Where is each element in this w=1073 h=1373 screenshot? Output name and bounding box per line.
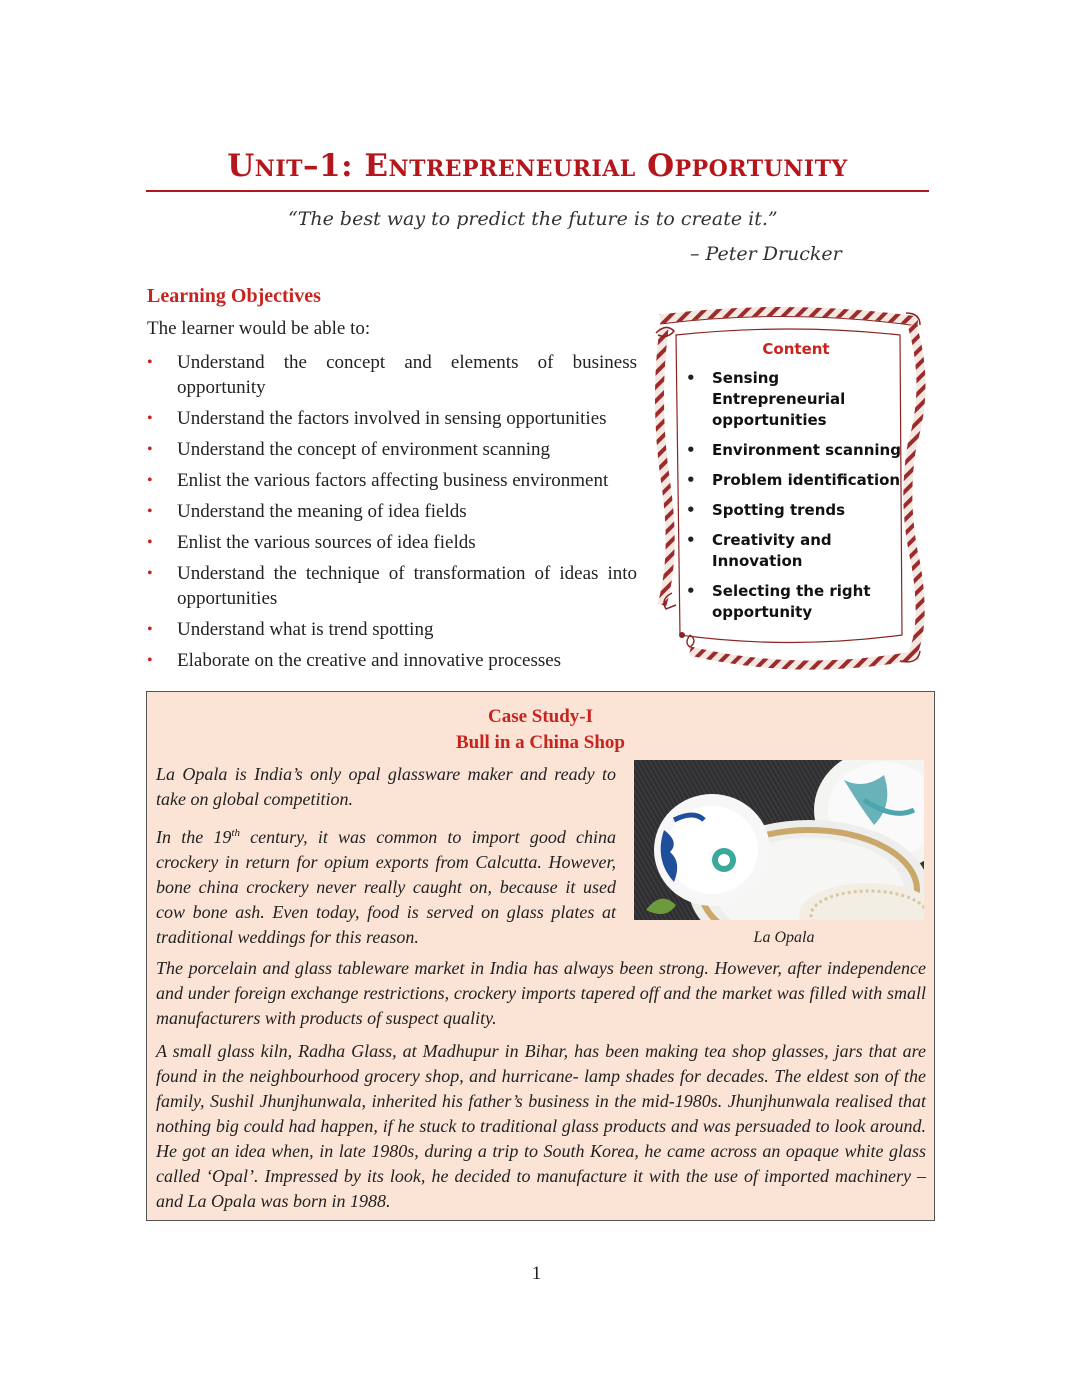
quote-text: “The best way to predict the future is to create it.” xyxy=(288,208,778,230)
content-box xyxy=(686,340,906,632)
photo-caption: La Opala xyxy=(753,929,815,946)
page-number: 1 xyxy=(531,1263,542,1284)
case-study-heading xyxy=(146,704,935,756)
case-paragraph: La Opala is India’s only opal glassware maker and ready to take on global competition. xyxy=(156,764,616,809)
title-underline xyxy=(146,190,929,192)
case-paragraph xyxy=(156,821,616,950)
content-item: • Spotting trends xyxy=(686,500,906,521)
objective-item: • Understand the meaning of idea fields xyxy=(147,499,637,524)
objective-item: • Enlist the various sources of idea fields xyxy=(147,530,637,555)
objective-item: • Elaborate on the creative and innovative processes xyxy=(147,648,637,673)
content-list xyxy=(686,368,906,623)
content-item: • Selecting the right opportunity xyxy=(686,581,906,623)
learning-objectives-heading: Learning Objectives xyxy=(147,285,321,307)
page-title: Unit–1: Entrepreneurial Opportunity xyxy=(227,148,848,184)
case-study-title: Bull in a China Shop xyxy=(456,732,625,753)
content-item: • Creativity and Innovation xyxy=(686,530,906,572)
case-study-label: Case Study-I xyxy=(487,706,594,727)
case-paragraph-part: In the 19 xyxy=(156,827,232,847)
case-paragraph: The porcelain and glass tableware market in India has always been strong. However, after independence and under foreign exchange restrictions, crockery imports tapered off and the market was filled with small manufacturers with products of suspect quality. xyxy=(156,958,926,1028)
content-item: • Sensing Entrepreneurial opportunities xyxy=(686,368,906,431)
case-paragraph: A small glass kiln, Radha Glass, at Madhupur in Bihar, has been making tea shop glasses, jars that are found in the neighbourhood grocery shop, and hurricane- lamp shades for decades. The eldest son of the family, Sushil Jhunjhunwala, inherited his father’s business in the mid-1980s. Jhunjhunwala realised that nothing big could had happen, if he stuck to traditional glass products and was persuaded to look around. He got an idea when, in late 1980s, during a trip to South Korea, he came across an opaque white glass called ‘Opal’. Impressed by its look, he decided to manufacture it with the use of imported machinery – and La Opala was born in 1988. xyxy=(156,1041,926,1211)
content-item: • Environment scanning xyxy=(686,440,906,461)
objective-item: • Enlist the various factors affecting business environment xyxy=(147,468,637,493)
plates-photo xyxy=(634,760,924,920)
case-paragraph-part: century, it was common to import good china crockery in return for opium exports from Calcutta. However, bone china crockery never really caught on, because it used cow bone ash. Even today, food is served on glass plates at traditional weddings for this reason. xyxy=(156,827,617,947)
objective-item: • Understand the technique of transformation of ideas into opportunities xyxy=(147,561,637,611)
objective-item: • Understand the concept of environment scanning xyxy=(147,437,637,462)
superscript: th xyxy=(231,827,240,839)
objective-item: • Understand the factors involved in sensing opportunities xyxy=(147,406,637,431)
content-heading: Content xyxy=(762,340,830,358)
learning-objectives-intro: The learner would be able to: xyxy=(147,318,371,339)
objective-item: • Understand the concept and elements of business opportunity xyxy=(147,350,637,400)
objective-item: • Understand what is trend spotting xyxy=(147,617,637,642)
learning-objectives-list xyxy=(147,350,637,673)
quote-author: – Peter Drucker xyxy=(690,243,842,265)
content-item: • Problem identification xyxy=(686,470,906,491)
